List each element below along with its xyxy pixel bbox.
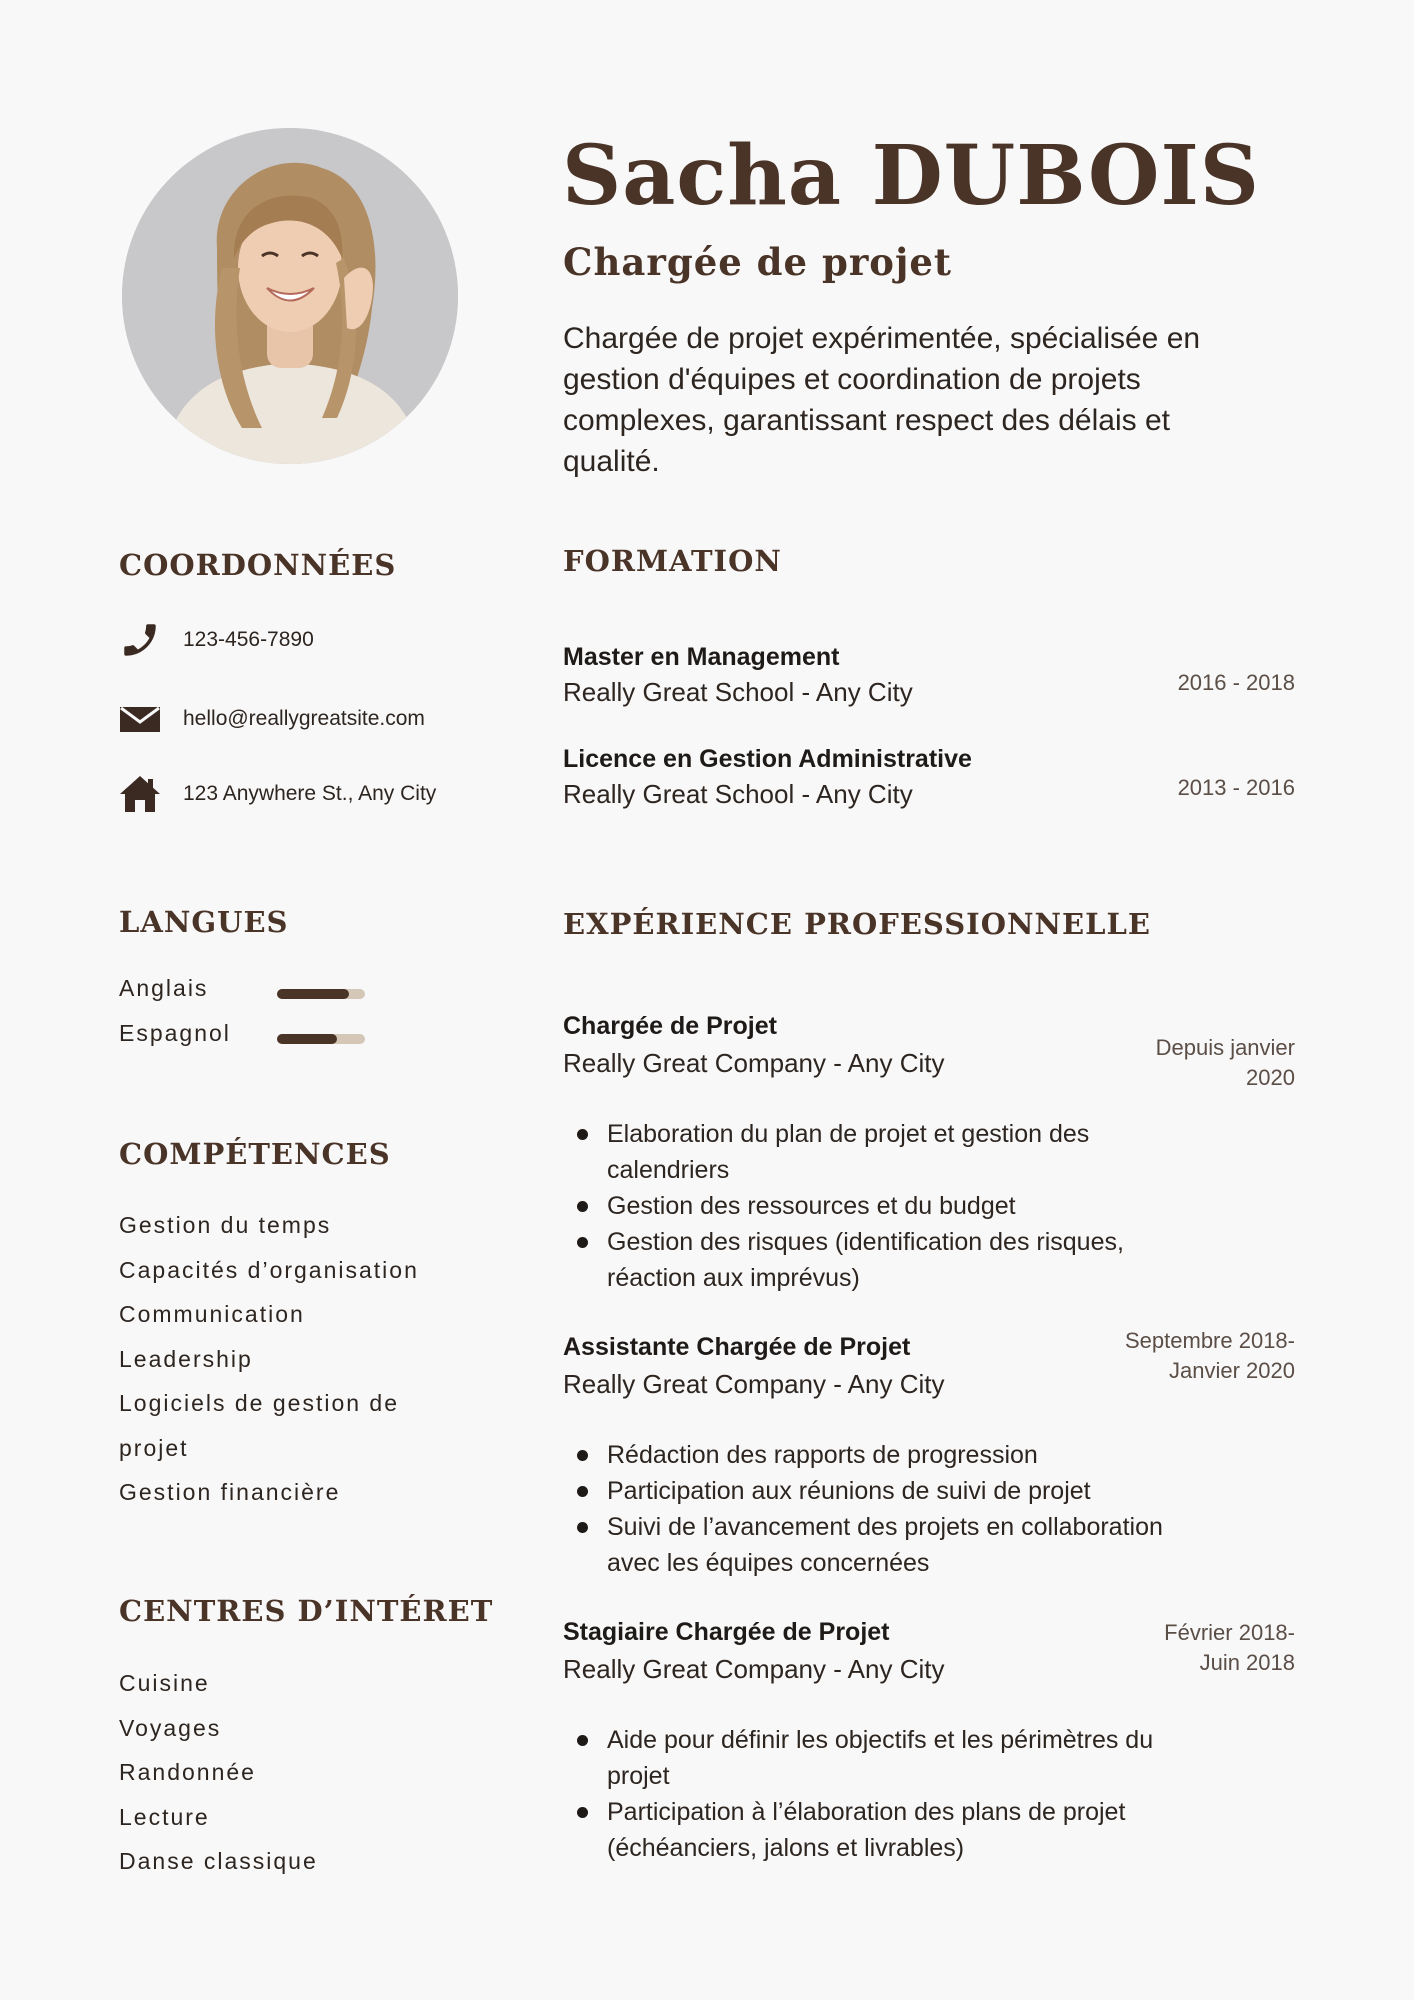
education-school: Really Great School - Any City: [563, 677, 913, 707]
experience-bullet: Gestion des risques (identification des risques, réaction aux imprévus): [575, 1224, 1215, 1296]
experience-bullets: [575, 1116, 1215, 1296]
language-level-bar: [277, 1034, 365, 1044]
experience-date-line: 2020: [1246, 1065, 1295, 1090]
experience-date: [1164, 1618, 1295, 1678]
interest-item: Lecture: [119, 1803, 210, 1830]
experience-bullet: Gestion des ressources et du budget: [575, 1188, 1215, 1224]
experience-heading: EXPÉRIENCE PROFESSIONNELLE: [563, 907, 1152, 941]
experience-date-line: Septembre 2018-: [1125, 1328, 1295, 1353]
skill-item: Logiciels de gestion de: [119, 1390, 399, 1416]
contact-address: [119, 773, 437, 815]
languages-heading: LANGUES: [119, 905, 289, 939]
person-name: Sacha DUBOIS: [562, 128, 1261, 224]
profile-photo: [122, 128, 458, 464]
interests-list: [119, 1661, 318, 1884]
skill-item: Gestion du temps: [119, 1212, 332, 1238]
interest-item: Cuisine: [119, 1670, 210, 1696]
language-item: [119, 1020, 379, 1047]
contact-phone: [119, 619, 314, 661]
experience-bullet: Aide pour définir les objectifs et les périmètres du projet: [575, 1722, 1215, 1794]
phone-icon: [119, 619, 161, 661]
education-title: Master en Management: [563, 643, 840, 671]
skill-item: Leadership: [119, 1345, 253, 1372]
education-heading: FORMATION: [563, 544, 782, 578]
experience-bullet: Suivi de l’avancement des projets en collaboration avec les équipes concernées: [575, 1509, 1215, 1581]
experience-date-line: Janvier 2020: [1169, 1358, 1295, 1383]
skill-item: Gestion financière: [119, 1479, 341, 1505]
education-date: 2016 - 2018: [1177, 670, 1295, 695]
email-text: hello@reallygreatsite.com: [183, 707, 425, 730]
experience-bullet: Rédaction des rapports de progression: [575, 1437, 1215, 1473]
experience-date: [1125, 1326, 1295, 1386]
experience-company: Really Great Company - Any City: [563, 1369, 945, 1399]
education-title: Licence en Gestion Administrative: [563, 745, 972, 773]
language-level-bar: [277, 989, 365, 999]
experience-title: Stagiaire Chargée de Projet: [563, 1618, 890, 1646]
experience-date-line: Depuis janvier: [1155, 1035, 1295, 1060]
interest-item: Randonnée: [119, 1759, 256, 1785]
interest-item: Danse classique: [119, 1848, 318, 1874]
contact-email: [119, 698, 425, 740]
phone-text: 123-456-7890: [183, 628, 314, 651]
experience-company: Really Great Company - Any City: [563, 1654, 945, 1684]
experience-bullets: [575, 1437, 1215, 1581]
job-title: Chargée de projet: [563, 240, 953, 284]
experience-date-line: Juin 2018: [1199, 1650, 1295, 1675]
profile-photo-illustration: [122, 128, 458, 464]
language-level-fill: [277, 989, 349, 999]
skill-item: Communication: [119, 1301, 305, 1327]
skill-item: projet: [119, 1434, 189, 1461]
education-school: Really Great School - Any City: [563, 779, 913, 809]
interest-item: Voyages: [119, 1714, 222, 1741]
interests-heading: CENTRES D’INTÉRET: [119, 1594, 494, 1628]
language-label: Espagnol: [119, 1020, 231, 1046]
experience-bullet: Elaboration du plan de projet et gestion des calendriers: [575, 1116, 1215, 1188]
experience-date-line: Février 2018-: [1164, 1620, 1295, 1645]
home-icon: [119, 773, 161, 815]
experience-bullet: Participation à l’élaboration des plans de projet (échéanciers, jalons et livrables): [575, 1794, 1215, 1866]
education-date: 2013 - 2016: [1177, 775, 1295, 800]
profile-summary: Chargée de projet expérimentée, spécialisée en gestion d'équipes et coordination de projets complexes, garantissant respect des délais et qualité.: [563, 322, 1201, 478]
language-level-fill: [277, 1034, 337, 1044]
experience-title: Chargée de Projet: [563, 1012, 777, 1040]
envelope-icon: [119, 698, 161, 740]
language-label: Anglais: [119, 975, 209, 1001]
experience-date: [1156, 1033, 1295, 1093]
experience-title: Assistante Chargée de Projet: [563, 1333, 911, 1361]
experience-company: Really Great Company - Any City: [563, 1048, 945, 1078]
skills-list: [119, 1203, 419, 1515]
language-item: [119, 975, 379, 1002]
experience-bullets: [575, 1722, 1215, 1866]
contact-heading: COORDONNÉES: [119, 548, 397, 582]
skills-heading: COMPÉTENCES: [119, 1137, 391, 1171]
address-text: 123 Anywhere St., Any City: [183, 782, 437, 805]
skill-item: Capacités d’organisation: [119, 1256, 419, 1283]
experience-bullet: Participation aux réunions de suivi de projet: [575, 1473, 1215, 1509]
